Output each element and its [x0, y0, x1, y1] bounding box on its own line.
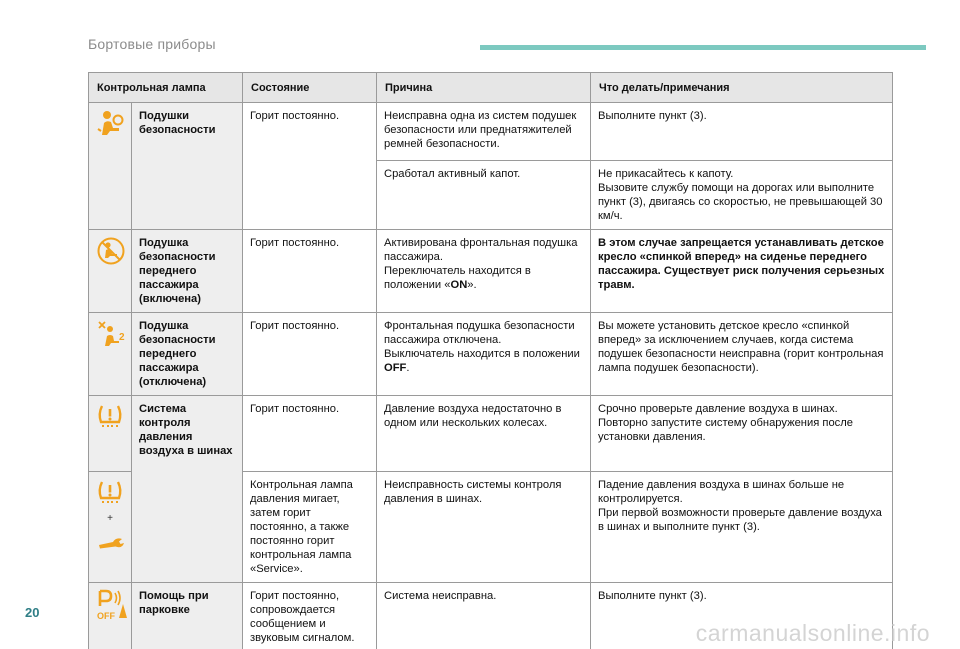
section-title: Бортовые приборы	[88, 36, 216, 52]
switch-on-label: ON	[450, 279, 468, 291]
tyre-cause-1: Давление воздуха недостаточно в одном или нескольких колесах.	[377, 396, 591, 472]
tyre-pressure-icon	[96, 478, 124, 506]
parking-action: Выполните пункт (3).	[591, 583, 893, 649]
switch-off-label: OFF	[384, 362, 407, 374]
passenger-off-cause-line-1: Фронтальная подушка безопасности пассажира отключена.	[384, 320, 575, 346]
passenger-on-icon-cell	[89, 230, 132, 313]
passenger-on-name: Подушка безопасности переднего пассажира (включена)	[132, 230, 243, 313]
tyre-action-1-line-1: Срочно проверьте давление воздуха в шинах.	[598, 403, 838, 415]
table-row	[89, 230, 893, 313]
airbag-cause-2: Сработал активный капот.	[377, 161, 591, 230]
passenger-airbag-on-icon	[96, 236, 126, 266]
airbag-warning-icon	[96, 109, 126, 137]
tyre-state-2: Контрольная лампа давления мигает, затем горит постоянно, а также постоянно горит контрольная лампа «Service».	[243, 472, 377, 583]
tyre-action-2-line-2: При первой возможности проверьте давление воздуха в шинах и выполните пункт (3).	[598, 507, 882, 533]
passenger-off-cause-line-3: OFF.	[384, 362, 410, 374]
wrench-service-icon	[96, 536, 126, 550]
tyre-service-icon-cell	[89, 472, 132, 583]
passenger-on-action: В этом случае запрещается устанавливать детское кресло «спинкой вперед» на сиденье переднего пассажира. Существует риск получения серьезных травм.	[591, 230, 893, 313]
tyre-action-2-line-1: Падение давления воздуха в шинах больше не контролируется.	[598, 479, 845, 505]
airbag-action-2-line-1: Не прикасайтесь к капоту.	[598, 168, 734, 180]
airbag-cause-1: Неисправна одна из систем подушек безопасности или преднатяжителей ремней безопасности.	[377, 103, 591, 161]
parking-state: Горит постоянно, сопровождается сообщением и звуковым сигналом.	[243, 583, 377, 649]
passenger-on-state: Горит постоянно.	[243, 230, 377, 313]
table-header-row	[89, 73, 893, 103]
tyre-name: Система контроля давления воздуха в шинах	[132, 396, 243, 583]
header-lamp: Контрольная лампа	[89, 73, 243, 103]
tyre-action-2	[591, 472, 893, 583]
passenger-off-action: Вы можете установить детское кресло «спинкой вперед» за исключением случаев, когда система подушек безопасности неисправна (горит контрольная лампа подушек безопасности).	[591, 313, 893, 396]
parking-off-text: OFF	[97, 611, 115, 621]
passenger-airbag-off-icon	[96, 319, 128, 349]
airbag-action-1: Выполните пункт (3).	[591, 103, 893, 161]
table-row	[89, 313, 893, 396]
header-action: Что делать/примечания	[591, 73, 893, 103]
passenger-off-icon-cell	[89, 313, 132, 396]
parking-name: Помощь при парковке	[132, 583, 243, 649]
airbag-action-2	[591, 161, 893, 230]
tyre-pressure-icon	[96, 402, 124, 430]
table-row	[89, 396, 893, 472]
svg-text:2: 2	[119, 332, 125, 343]
parking-cause: Система неисправна.	[377, 583, 591, 649]
page-number: 20	[25, 605, 40, 620]
airbag-icon-cell	[89, 103, 132, 230]
header-accent-rule	[480, 45, 926, 50]
warning-lamps-table	[88, 72, 893, 649]
plus-sign: +	[107, 513, 113, 524]
passenger-off-state: Горит постоянно.	[243, 313, 377, 396]
tyre-cause-2: Неисправность системы контроля давления в шинах.	[377, 472, 591, 583]
passenger-on-cause-line-1: Активирована фронтальная подушка пассажира.	[384, 237, 578, 263]
parking-assist-off-icon	[96, 589, 130, 621]
passenger-off-cause	[377, 313, 591, 396]
passenger-on-cause-line-2: Переключатель находится в положении «ON».	[384, 265, 531, 291]
airbag-state: Горит постоянно.	[243, 103, 377, 230]
tyre-action-1-line-2: Повторно запустите систему обнаружения после установки давления.	[598, 417, 854, 443]
header-cause: Причина	[377, 73, 591, 103]
tyre-action-1	[591, 396, 893, 472]
watermark: carmanualsonline.info	[695, 620, 930, 646]
parking-icon-cell	[89, 583, 132, 649]
airbag-name: Подушки безопасности	[132, 103, 243, 230]
airbag-action-2-line-2: Вызовите службу помощи на дорогах или выполните пункт (3), двигаясь со скоростью, не превышающей 30 км/ч.	[598, 182, 883, 222]
table-row	[89, 103, 893, 161]
passenger-on-cause	[377, 230, 591, 313]
passenger-off-name: Подушка безопасности переднего пассажира (отключена)	[132, 313, 243, 396]
tyre-icon-cell	[89, 396, 132, 472]
header-state: Состояние	[243, 73, 377, 103]
passenger-off-cause-line-2: Выключатель находится в положении	[384, 348, 580, 360]
tyre-state-1: Горит постоянно.	[243, 396, 377, 472]
